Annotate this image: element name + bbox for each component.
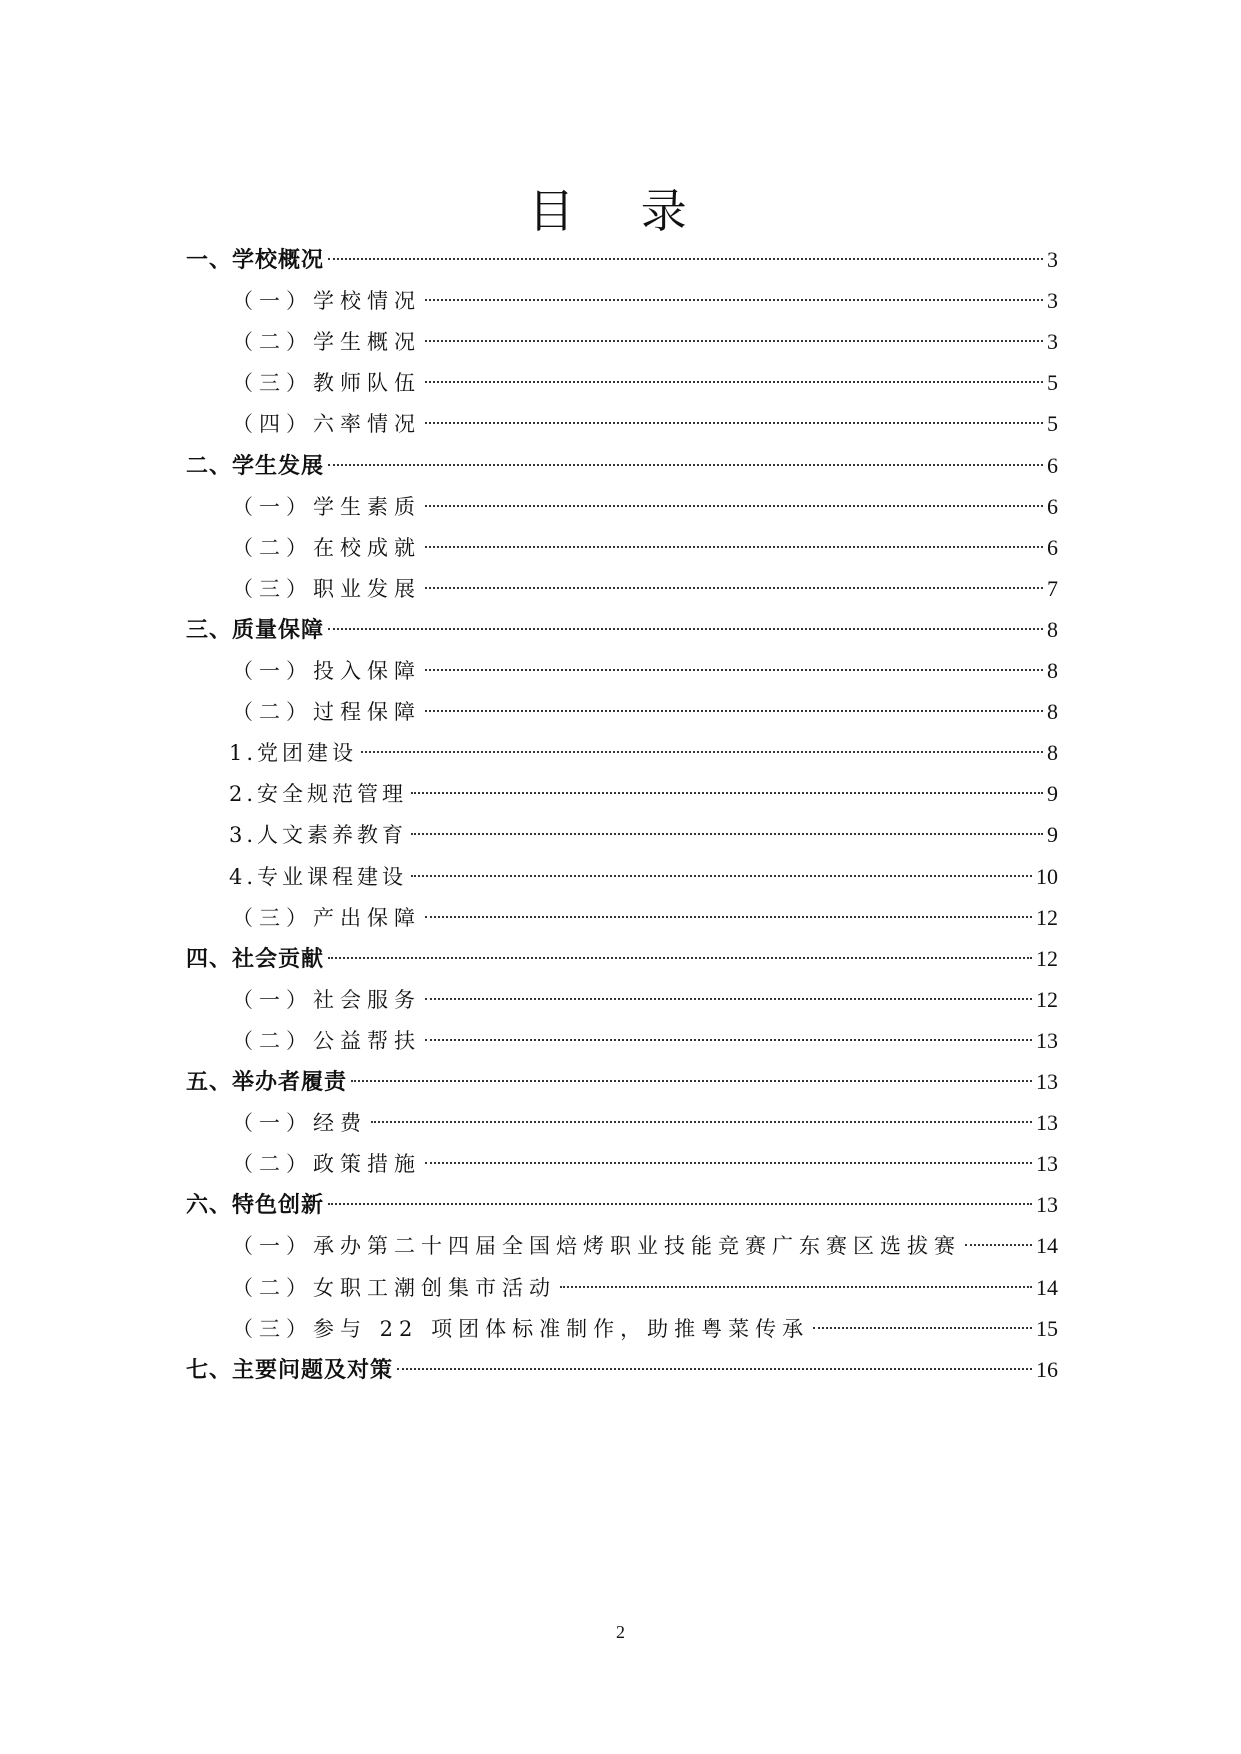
toc-entry[interactable] (232, 408, 1058, 440)
toc-entry[interactable] (232, 984, 1058, 1016)
toc-entry-page: 12 (1036, 904, 1058, 930)
toc-entry-label: （三）教师队伍 (232, 371, 421, 396)
toc-entry-label: （二）过程保障 (232, 700, 421, 725)
dot-leader (965, 1244, 1032, 1246)
toc-entry[interactable] (186, 244, 1058, 276)
toc-entry-page: 13 (1036, 1027, 1058, 1053)
toc-entry-label: 一、学校概况 (186, 248, 325, 273)
toc-entry-label: （一）经费 (232, 1111, 367, 1136)
toc-entry-page: 8 (1047, 699, 1058, 725)
dot-leader (425, 587, 1043, 589)
toc-entry-label: 2.安全规范管理 (229, 782, 408, 807)
toc-entry[interactable] (232, 367, 1058, 399)
toc-entry-label: 3.人文素养教育 (229, 823, 408, 848)
toc-entry-page: 9 (1047, 781, 1058, 807)
dot-leader (328, 1203, 1032, 1205)
toc-entry-page: 3 (1047, 329, 1058, 355)
toc-entry-page: 6 (1047, 452, 1058, 478)
toc-entry-page: 12 (1036, 986, 1058, 1012)
toc-entry[interactable] (232, 285, 1058, 317)
toc-entry[interactable] (186, 450, 1058, 482)
toc-entry[interactable] (232, 532, 1058, 564)
toc-entry-page: 10 (1036, 863, 1058, 889)
toc-entry[interactable] (232, 655, 1058, 687)
toc-entry-page: 7 (1047, 575, 1058, 601)
toc-entry[interactable] (232, 1313, 1058, 1345)
dot-leader (397, 1368, 1032, 1370)
dot-leader (328, 628, 1043, 630)
dot-leader (425, 916, 1032, 918)
toc-entry-label: 4.专业课程建设 (229, 864, 408, 889)
toc-entry-label: 七、主要问题及对策 (186, 1357, 394, 1383)
toc-entry[interactable] (229, 861, 1058, 893)
toc-entry[interactable] (232, 1230, 1058, 1262)
dot-leader (411, 875, 1032, 877)
toc-entry-label: （二）在校成就 (232, 535, 421, 560)
toc-entry[interactable] (232, 1107, 1058, 1139)
toc-entry-label: （一）承办第二十四届全国焙烤职业技能竞赛广东赛区选拔赛 (232, 1234, 961, 1259)
toc-entry-label: 四、社会贡献 (186, 946, 325, 972)
toc-entry-page: 5 (1047, 411, 1058, 437)
toc-entry-label: （二）政策措施 (232, 1152, 421, 1177)
toc-entry[interactable] (186, 1189, 1058, 1221)
dot-leader (425, 505, 1043, 507)
toc-entry-label: （三）产出保障 (232, 905, 421, 930)
dot-leader (425, 998, 1032, 1000)
toc-entry-label: （二）学生概况 (232, 330, 421, 355)
toc-entry-page: 16 (1036, 1356, 1058, 1382)
dot-leader (425, 299, 1043, 301)
dot-leader (425, 381, 1043, 383)
toc-entry-page: 13 (1036, 1069, 1058, 1094)
dot-leader (425, 1162, 1032, 1164)
toc-entry[interactable] (232, 326, 1058, 358)
toc-entry[interactable] (186, 1354, 1058, 1386)
toc-entry-page: 3 (1047, 288, 1058, 314)
toc-entry[interactable] (232, 902, 1058, 934)
toc-entry-page: 13 (1036, 1151, 1058, 1177)
dot-leader (560, 1286, 1032, 1288)
toc-entry-page: 12 (1036, 945, 1058, 971)
toc-entry-label: 二、学生发展 (186, 453, 325, 479)
toc-entry-label: （一）社会服务 (232, 987, 421, 1012)
toc-entry-page: 8 (1047, 658, 1058, 683)
toc-entry-page: 6 (1047, 534, 1058, 560)
dot-leader (425, 669, 1043, 671)
toc-entry[interactable] (229, 737, 1058, 769)
toc-entry-page: 13 (1036, 1110, 1058, 1136)
toc-entry-page: 8 (1047, 616, 1058, 642)
toc-entry-label: 五、举办者履责 (186, 1070, 348, 1095)
toc-entry-label: （一）学生素质 (232, 494, 421, 519)
toc-entry-page: 6 (1047, 493, 1058, 519)
page-title: 目 录 (528, 183, 713, 238)
dot-leader (328, 258, 1043, 260)
dot-leader (411, 792, 1043, 794)
toc-entry-page: 15 (1036, 1315, 1058, 1341)
dot-leader (328, 464, 1043, 466)
dot-leader (351, 1080, 1032, 1082)
toc-entry[interactable] (186, 1066, 1058, 1098)
toc-entry-page: 14 (1036, 1233, 1058, 1259)
dot-leader (371, 1121, 1032, 1123)
dot-leader (813, 1327, 1032, 1329)
toc-entry-label: （三）职业发展 (232, 576, 421, 601)
dot-leader (361, 751, 1043, 753)
toc-entry-label: （一）学校情况 (232, 289, 421, 314)
dot-leader (425, 546, 1043, 548)
toc-entry[interactable] (229, 819, 1058, 851)
toc-entry-page: 14 (1036, 1274, 1058, 1300)
toc-entry[interactable] (232, 696, 1058, 728)
toc-entry[interactable] (232, 1272, 1058, 1304)
dot-leader (411, 833, 1043, 835)
dot-leader (425, 1039, 1032, 1041)
toc-entry-page: 8 (1047, 740, 1058, 766)
dot-leader (425, 422, 1043, 424)
page-number: 2 (616, 1622, 625, 1642)
toc-entry[interactable] (232, 1148, 1058, 1180)
toc-entry-label: （四）六率情况 (232, 412, 421, 437)
toc-entry-label: （一）投入保障 (232, 659, 421, 683)
toc-entry-label: （二）公益帮扶 (232, 1028, 421, 1053)
toc-entry-label: （二）女职工潮创集市活动 (232, 1275, 556, 1300)
toc-entry-page: 9 (1047, 822, 1058, 848)
toc-entry[interactable] (232, 573, 1058, 605)
toc-entry-label: 三、质量保障 (186, 617, 325, 643)
toc-entry[interactable] (232, 491, 1058, 523)
dot-leader (328, 957, 1032, 959)
toc-entry-label: （三）参与 22 项团体标准制作，助推粤菜传承 (232, 1316, 810, 1341)
toc-entry[interactable] (229, 778, 1058, 810)
toc-entry[interactable] (186, 614, 1058, 646)
dot-leader (425, 710, 1043, 712)
toc-entry-page: 3 (1047, 247, 1058, 272)
toc-entry[interactable] (232, 1025, 1058, 1057)
toc-entry[interactable] (186, 943, 1058, 975)
toc-entry-page: 5 (1047, 370, 1058, 396)
toc-entry-label: 六、特色创新 (186, 1193, 325, 1219)
toc-entry-page: 13 (1036, 1192, 1058, 1218)
dot-leader (425, 340, 1043, 342)
toc-entry-label: 1.党团建设 (229, 741, 358, 766)
